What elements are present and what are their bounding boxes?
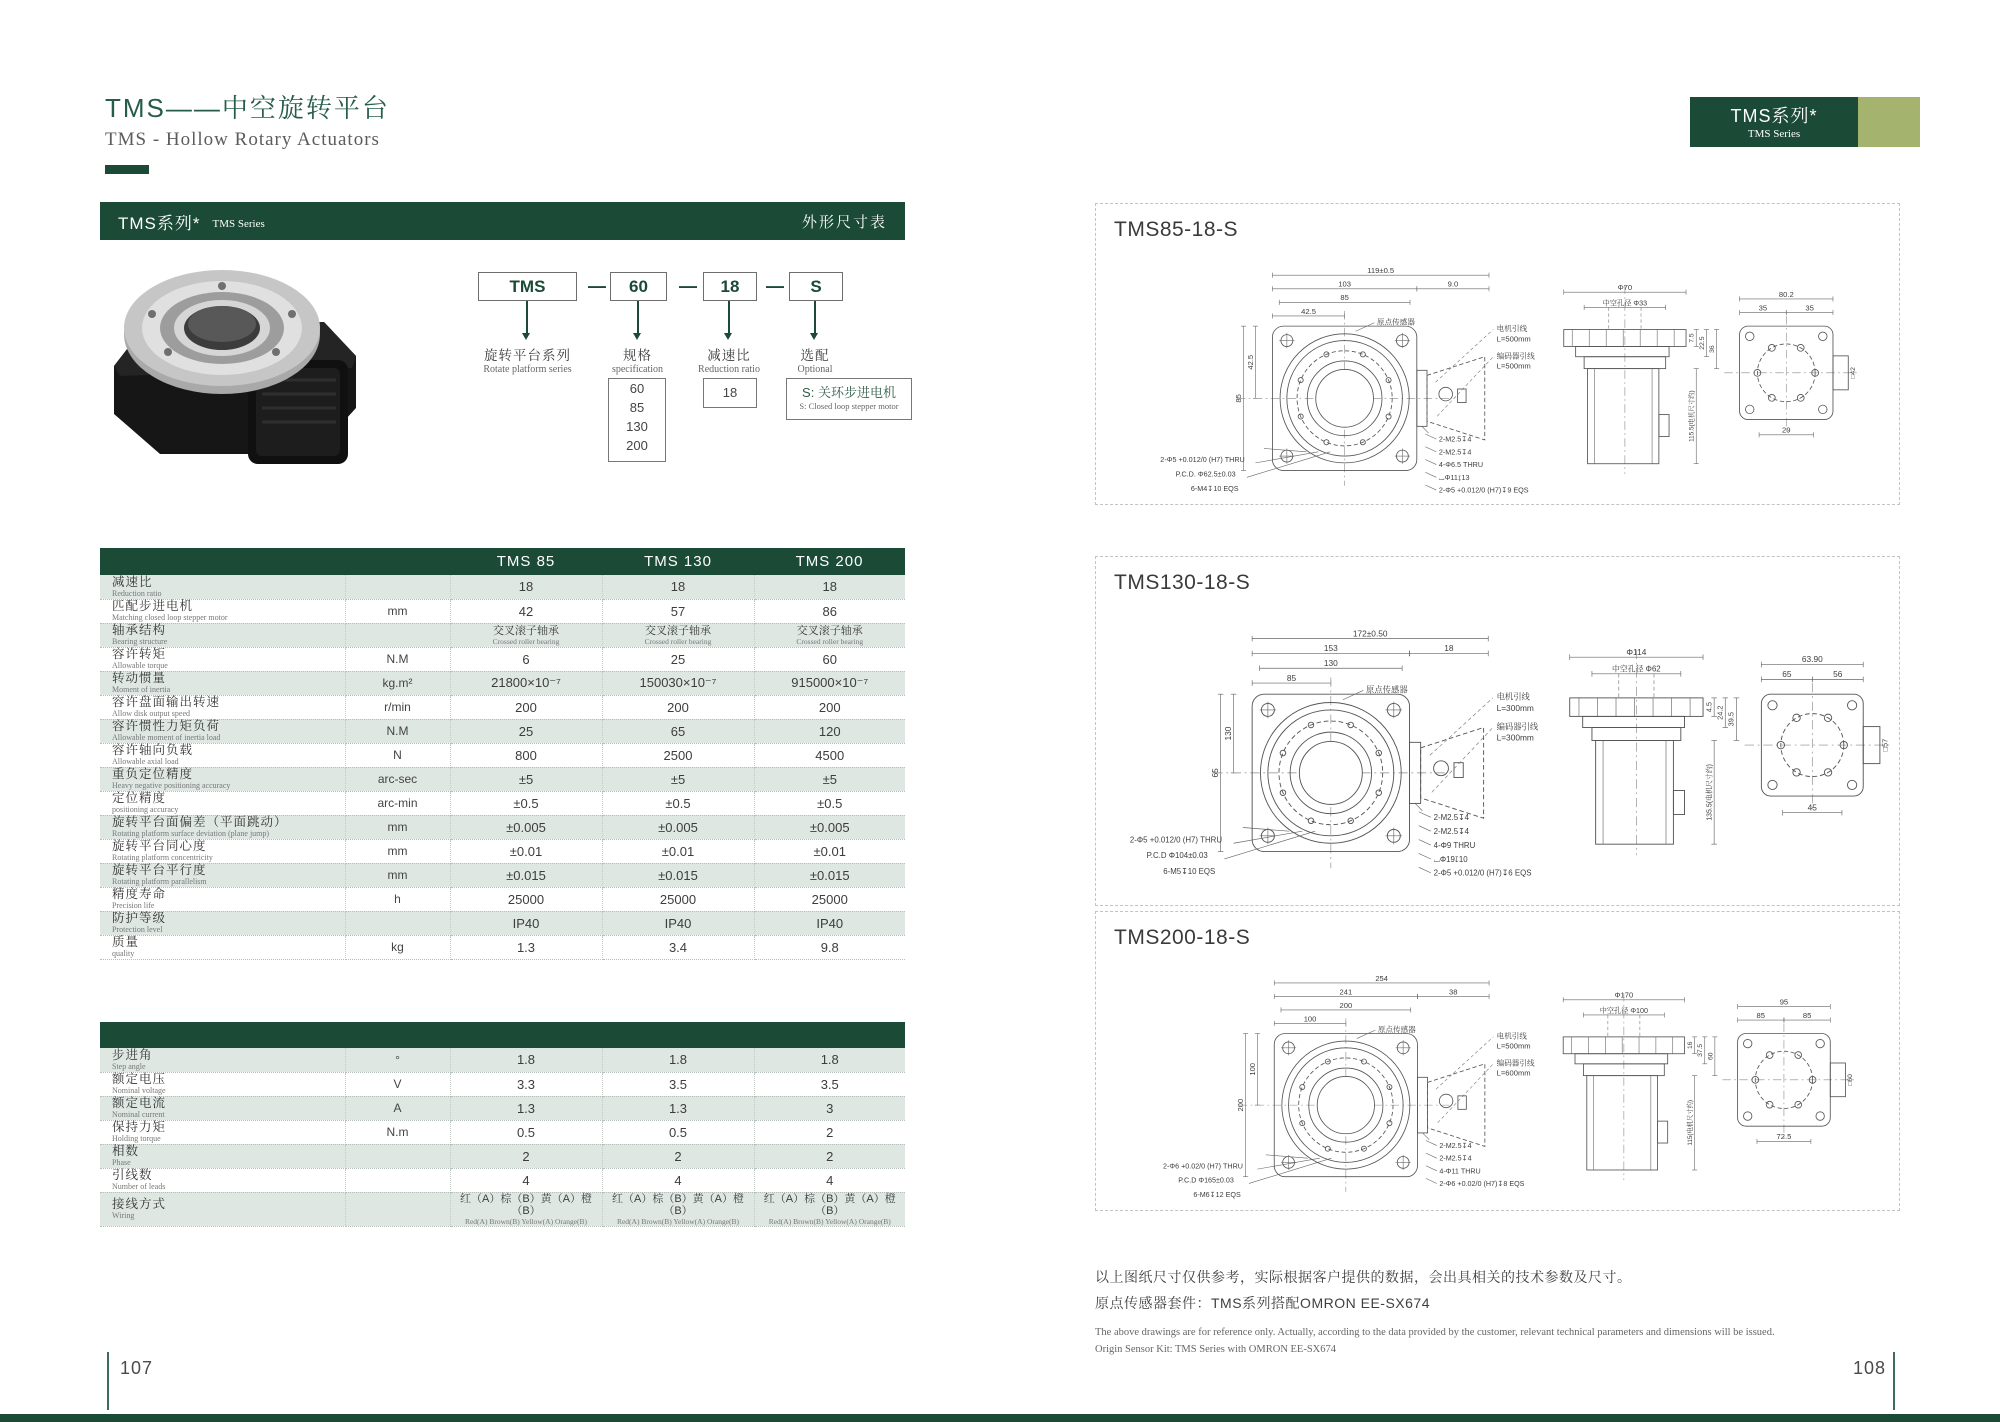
row-value: 120 xyxy=(754,719,905,743)
table-row xyxy=(100,935,905,959)
section-header-bar xyxy=(100,202,905,240)
row-unit xyxy=(345,911,450,935)
row-label: 旋转平台面偏差（平面跳动） Rotating platform surface deviation (plane jump) xyxy=(100,815,345,839)
spec-table xyxy=(100,548,905,960)
dim-label: 119±0.5 xyxy=(1367,266,1395,276)
corner-series-tab xyxy=(1690,97,1858,147)
title-accent-bar xyxy=(105,165,149,174)
row-unit: mm xyxy=(345,599,450,623)
dim-label: 45 xyxy=(1807,802,1817,813)
callout-label: L=500mm xyxy=(1496,334,1531,344)
spec-header-empty xyxy=(100,548,450,575)
dim-label: 254 xyxy=(1375,973,1388,983)
row-value: 86 xyxy=(754,599,905,623)
dim-label: 100 xyxy=(1247,1062,1257,1076)
row-unit: mm xyxy=(345,863,450,887)
page-title: TMS——中空旋转平台 xyxy=(105,93,390,123)
row-label: 容许轴向负载 Allowable axial load xyxy=(100,743,345,767)
row-unit: mm xyxy=(345,815,450,839)
table-row xyxy=(100,887,905,911)
note-en-1: The above drawings are for reference only. Actually, according to the data provided by the customer, relevant technical parameters and dimensions will be issued. xyxy=(1095,1327,1775,1338)
model-dash: — xyxy=(588,276,606,296)
dim-label: 65 xyxy=(1782,669,1792,680)
dim-label: □57 xyxy=(1880,738,1890,752)
row-value: 2 xyxy=(450,1144,602,1168)
technical-drawing-tms85 xyxy=(1104,248,1891,496)
motor-table-header xyxy=(100,1022,905,1048)
row-value: 42 xyxy=(450,599,602,623)
row-label: 精度寿命 Precision life xyxy=(100,887,345,911)
callout-label: 原点传感器 xyxy=(1376,317,1416,327)
row-value: 交叉滚子轴承 Crossed roller bearing xyxy=(602,623,754,647)
row-label: 匹配步进电机 Matching closed loop stepper motor xyxy=(100,599,345,623)
row-unit xyxy=(345,575,450,599)
row-label: 旋转平台同心度 Rotating platform concentricity xyxy=(100,839,345,863)
model-dash: — xyxy=(766,276,784,296)
callout-label: 4-Φ11 THRU xyxy=(1439,1167,1481,1176)
row-value: ±0.005 xyxy=(602,815,754,839)
row-value: 200 xyxy=(754,695,905,719)
callout-label: 2-M2.5↧4 xyxy=(1439,1142,1472,1151)
spec-option: 200 xyxy=(626,438,648,453)
row-unit: r/min xyxy=(345,695,450,719)
callout-label: 编码器引线 xyxy=(1496,1058,1535,1068)
spec-column-header: TMS 85 xyxy=(450,548,602,575)
ratio-options-box: 18 xyxy=(703,378,757,408)
arrow-head-icon xyxy=(724,333,732,340)
row-value: ±0.005 xyxy=(754,815,905,839)
table-row xyxy=(100,1096,905,1120)
dim-label: 中空孔径 Φ100 xyxy=(1599,1006,1649,1015)
row-value: 18 xyxy=(754,575,905,599)
row-label: 转动惯量 Moment of inertia xyxy=(100,671,345,695)
spec-table-header xyxy=(100,548,905,575)
callout-label: P.C.D Φ104±0.03 xyxy=(1146,851,1208,861)
note-zh-1: 以上图纸尺寸仅供参考，实际根据客户提供的数据，会出具相关的技术参数及尺寸。 xyxy=(1095,1269,1632,1285)
callout-label: 6-M6↧12 EQS xyxy=(1193,1190,1241,1199)
dim-label: 172±0.50 xyxy=(1352,628,1388,639)
group-label-ratio: 减速比 Reduction ratio xyxy=(698,348,760,375)
dim-label: 39.5 xyxy=(1726,711,1736,727)
section-dimension-label: 外形尺寸表 xyxy=(801,213,887,231)
row-label: 减速比 Reduction ratio xyxy=(100,575,345,599)
callout-label: 编码器引线 xyxy=(1496,351,1535,361)
row-value: 200 xyxy=(450,695,602,719)
dim-label: 60 xyxy=(1707,1052,1715,1060)
callout-label: 电机引线 xyxy=(1496,324,1528,334)
row-value: ±0.5 xyxy=(754,791,905,815)
callout-label: 2-Φ6 +0.02/0 (H7) THRU xyxy=(1163,1162,1243,1171)
dim-label: Φ70 xyxy=(1617,283,1633,293)
dim-label: 135.5(电机尺寸约) xyxy=(1706,763,1714,821)
callout-label: 2-Φ5 +0.012/0 (H7) THRU xyxy=(1160,455,1245,465)
row-value: 3 xyxy=(754,1096,905,1120)
dim-label: 103 xyxy=(1338,279,1351,289)
callout-label: 4-Φ6.5 THRU xyxy=(1438,460,1484,470)
row-value: 65 xyxy=(602,719,754,743)
dim-label: 153 xyxy=(1323,643,1338,654)
dim-label: □42 xyxy=(1850,367,1858,379)
section-series-en: TMS Series xyxy=(212,217,265,230)
row-value: 3.3 xyxy=(450,1072,602,1096)
model-box-ratio: 18 xyxy=(703,272,757,301)
dim-label: 130 xyxy=(1222,726,1233,741)
panel-tms85 xyxy=(1095,203,1900,505)
table-row xyxy=(100,839,905,863)
row-value: ±0.005 xyxy=(450,815,602,839)
dim-label: 35 xyxy=(1758,303,1768,313)
table-row xyxy=(100,1144,905,1168)
row-unit: N.M xyxy=(345,647,450,671)
dim-label: 42.5 xyxy=(1301,306,1316,316)
row-unit: N xyxy=(345,743,450,767)
callout-label: 2-Φ6 +0.02/0 (H7)↧8 EQS xyxy=(1439,1179,1525,1188)
spec-option: 85 xyxy=(629,400,645,415)
row-unit xyxy=(345,623,450,647)
callout-label: 6-M5↧10 EQS xyxy=(1163,866,1216,876)
row-value: 0.5 xyxy=(602,1120,754,1144)
table-row xyxy=(100,815,905,839)
row-value: 4 xyxy=(602,1168,754,1192)
row-value: 25000 xyxy=(602,887,754,911)
table-row xyxy=(100,671,905,695)
dim-label: 16 xyxy=(1687,1041,1695,1050)
dim-label: 65 xyxy=(1209,768,1220,778)
row-value: 2500 xyxy=(602,743,754,767)
model-dash: — xyxy=(679,276,697,296)
row-value: 交叉滚子轴承 Crossed roller bearing xyxy=(754,623,905,647)
arrow xyxy=(814,301,816,333)
panel-tms200 xyxy=(1095,911,1900,1211)
row-label: 保持力矩 Holding torque xyxy=(100,1120,345,1144)
row-value: IP40 xyxy=(602,911,754,935)
note-zh-2: 原点传感器套件：TMS系列搭配OMRON EE-SX674 xyxy=(1095,1295,1430,1311)
row-label: 额定电流 Nominal current xyxy=(100,1096,345,1120)
row-value: 4500 xyxy=(754,743,905,767)
row-label: 旋转平台平行度 Rotating platform parallelism xyxy=(100,863,345,887)
row-unit: mm xyxy=(345,839,450,863)
table-row xyxy=(100,1192,905,1226)
page-subtitle: TMS - Hollow Rotary Actuators xyxy=(105,129,380,150)
row-value: 红（A）棕（B）黄（A）橙（B） Red(A) Brown(B) Yellow(A) Orange(B) xyxy=(450,1192,602,1226)
dim-label: 115(电机尺寸约) xyxy=(1687,1099,1695,1146)
row-value: 红（A）棕（B）黄（A）橙（B） Red(A) Brown(B) Yellow(A) Orange(B) xyxy=(754,1192,905,1226)
callout-label: 2-Φ5 +0.012/0 (H7)↧9 EQS xyxy=(1438,485,1529,495)
row-unit: arc-min xyxy=(345,791,450,815)
row-value: 3.5 xyxy=(602,1072,754,1096)
corner-tab-zh: TMS系列* xyxy=(1730,106,1818,126)
row-label: 定位精度 positioning accuracy xyxy=(100,791,345,815)
row-value: ±5 xyxy=(602,767,754,791)
dim-label: 4.5 xyxy=(1704,702,1714,713)
row-label: 引线数 Number of leads xyxy=(100,1168,345,1192)
row-value: 25 xyxy=(450,719,602,743)
row-value: ±5 xyxy=(450,767,602,791)
row-value: ±0.015 xyxy=(602,863,754,887)
dim-label: 115.5(电机尺寸约) xyxy=(1688,390,1696,442)
row-value: 25 xyxy=(602,647,754,671)
row-unit: A xyxy=(345,1096,450,1120)
callout-label: 原点传感器 xyxy=(1377,1024,1416,1034)
dim-label: Φ170 xyxy=(1614,990,1634,1000)
table-row xyxy=(100,1120,905,1144)
row-label: 容许惯性力矩负荷 Allowable moment of inertia load xyxy=(100,719,345,743)
technical-drawing-tms200 xyxy=(1104,956,1891,1202)
technical-drawing-tms130 xyxy=(1104,609,1891,897)
row-unit: arc-sec xyxy=(345,767,450,791)
row-unit: h xyxy=(345,887,450,911)
dim-label: 63.90 xyxy=(1801,654,1823,665)
row-value: ±0.01 xyxy=(450,839,602,863)
arrow xyxy=(526,301,528,333)
dim-label: 37.5 xyxy=(1697,1043,1705,1057)
row-value: 3.5 xyxy=(754,1072,905,1096)
row-value: 18 xyxy=(602,575,754,599)
dim-label: 200 xyxy=(1236,1098,1246,1112)
dim-label: 241 xyxy=(1339,987,1353,997)
section-series-zh: TMS系列* xyxy=(118,213,201,233)
group-label-spec: 规格 specification xyxy=(611,348,664,375)
arrow xyxy=(728,301,730,333)
panel-title: TMS85-18-S xyxy=(1114,218,1239,241)
row-label: 接线方式 Wiring xyxy=(100,1192,345,1226)
pageno-rule-right xyxy=(1893,1352,1895,1410)
row-value: IP40 xyxy=(450,911,602,935)
callout-label: P.C.D. Φ62.5±0.03 xyxy=(1175,469,1236,479)
row-value: ±0.015 xyxy=(754,863,905,887)
dim-label: 200 xyxy=(1339,1000,1353,1010)
callout-label: ⌴Φ19↧10 xyxy=(1433,854,1468,864)
dim-label: 9.0 xyxy=(1447,279,1459,289)
note-en-2: Origin Sensor Kit: TMS Series with OMRON EE-SX674 xyxy=(1095,1344,1337,1355)
product-photo xyxy=(100,248,372,476)
row-value: 0.5 xyxy=(450,1120,602,1144)
row-label: 容许盘面输出转速 Allow disk output speed xyxy=(100,695,345,719)
table-row xyxy=(100,743,905,767)
group-label-series: 旋转平台系列 Rotate platform series xyxy=(483,348,572,375)
model-box-series: TMS xyxy=(478,272,577,301)
page-number-left: 107 xyxy=(120,1358,154,1378)
dim-label: 38 xyxy=(1449,987,1458,997)
callout-label: P.C.D Φ165±0.03 xyxy=(1178,1176,1234,1185)
dim-label: 72.5 xyxy=(1776,1132,1792,1142)
corner-tab-en: TMS Series xyxy=(1747,128,1801,140)
row-label: 重负定位精度 Heavy negative positioning accuracy xyxy=(100,767,345,791)
arrow xyxy=(637,301,639,333)
row-value: 4 xyxy=(450,1168,602,1192)
arrow-head-icon xyxy=(810,333,818,340)
row-value: 60 xyxy=(754,647,905,671)
dim-label: 24.2 xyxy=(1715,705,1725,720)
table-row xyxy=(100,575,905,599)
panel-title: TMS130-18-S xyxy=(1114,571,1251,594)
row-value: 1.8 xyxy=(450,1048,602,1072)
row-value: 3.4 xyxy=(602,935,754,959)
row-value: 红（A）棕（B）黄（A）橙（B） Red(A) Brown(B) Yellow(A) Orange(B) xyxy=(602,1192,754,1226)
callout-label: ⌴Φ11↧13 xyxy=(1438,472,1470,482)
row-value: 2 xyxy=(754,1144,905,1168)
dim-label: Φ114 xyxy=(1626,646,1647,657)
dim-label: 130 xyxy=(1323,657,1338,668)
dim-label: 85 xyxy=(1286,672,1297,683)
callout-label: 2-M2.5↧4 xyxy=(1433,813,1470,823)
bottom-accent-bar xyxy=(0,1414,2000,1422)
row-value: ±0.01 xyxy=(602,839,754,863)
corner-olive-block xyxy=(1858,97,1920,147)
table-row xyxy=(100,623,905,647)
dim-label: 35 xyxy=(1805,303,1814,313)
row-unit: N.M xyxy=(345,719,450,743)
callout-label: 编码器引线 xyxy=(1496,721,1539,732)
pageno-rule-left xyxy=(107,1352,109,1410)
page-title-block xyxy=(105,88,390,174)
spec-column-header: TMS 130 xyxy=(602,548,754,575)
row-unit xyxy=(345,1144,450,1168)
table-row xyxy=(100,1168,905,1192)
row-label: 容许转矩 Allowable torque xyxy=(100,647,345,671)
footer-notes xyxy=(1095,1264,1905,1358)
row-value: 6 xyxy=(450,647,602,671)
dim-label: 85 xyxy=(1802,1010,1812,1020)
dim-label: 29 xyxy=(1782,425,1791,435)
panel-tms130 xyxy=(1095,556,1900,906)
dim-label: 85 xyxy=(1340,293,1349,303)
row-value: 1.3 xyxy=(450,935,602,959)
row-value: IP40 xyxy=(754,911,905,935)
row-unit: N.m xyxy=(345,1120,450,1144)
table-row xyxy=(100,719,905,743)
row-unit: kg xyxy=(345,935,450,959)
arrow-head-icon xyxy=(522,333,530,340)
callout-label: 6-M4↧10 EQS xyxy=(1190,483,1239,493)
spec-column-header: TMS 200 xyxy=(754,548,905,575)
table-row xyxy=(100,647,905,671)
dim-label: 95 xyxy=(1779,997,1789,1007)
row-value: ±5 xyxy=(754,767,905,791)
callout-label: L=300mm xyxy=(1496,702,1534,713)
row-label: 额定电压 Nominal voltage xyxy=(100,1072,345,1096)
row-value: ±0.01 xyxy=(754,839,905,863)
table-row xyxy=(100,1048,905,1072)
spec-options-box xyxy=(608,378,666,462)
dim-label: 22.5 xyxy=(1698,336,1706,350)
row-value: 200 xyxy=(602,695,754,719)
callout-label: 2-M2.5↧4 xyxy=(1438,447,1472,457)
dim-label: 7.5 xyxy=(1688,333,1696,343)
callout-label: L=300mm xyxy=(1496,732,1534,743)
dim-label: 80.2 xyxy=(1778,289,1794,299)
model-box-option: S xyxy=(789,272,843,301)
row-value: 9.8 xyxy=(754,935,905,959)
row-value: 2 xyxy=(602,1144,754,1168)
page-number-right: 108 xyxy=(1852,1358,1886,1378)
row-value: 25000 xyxy=(754,887,905,911)
callout-label: 电机引线 xyxy=(1496,691,1530,702)
dim-label: 85 xyxy=(1234,394,1244,403)
row-label: 步进角 Step angle xyxy=(100,1048,345,1072)
arrow-head-icon xyxy=(633,333,641,340)
row-value: 2 xyxy=(754,1120,905,1144)
callout-label: 2-M2.5↧4 xyxy=(1438,434,1472,444)
row-value: 915000×10⁻⁷ xyxy=(754,671,905,695)
row-value: 800 xyxy=(450,743,602,767)
dim-label: 100 xyxy=(1303,1014,1317,1024)
row-label: 质量 quality xyxy=(100,935,345,959)
dim-label: 18 xyxy=(1444,643,1454,654)
callout-label: L=500mm xyxy=(1496,361,1531,371)
spec-option: 60 xyxy=(629,381,645,396)
row-value: ±0.015 xyxy=(450,863,602,887)
callout-label: 原点传感器 xyxy=(1366,684,1408,695)
table-row xyxy=(100,863,905,887)
dim-label: 36 xyxy=(1709,345,1717,353)
panel-title: TMS200-18-S xyxy=(1114,926,1251,949)
row-value: 21800×10⁻⁷ xyxy=(450,671,602,695)
row-unit xyxy=(345,1168,450,1192)
row-unit: ° xyxy=(345,1048,450,1072)
callout-label: 2-M2.5↧4 xyxy=(1433,826,1470,836)
dim-label: 56 xyxy=(1833,669,1843,680)
row-label: 轴承结构 Bearing structure xyxy=(100,623,345,647)
optional-box: S: 关环步进电机 S: Closed loop stepper motor xyxy=(786,378,912,420)
dim-label: 中空孔径 Φ62 xyxy=(1612,664,1661,674)
row-value: 1.3 xyxy=(602,1096,754,1120)
table-row xyxy=(100,767,905,791)
dim-label: 85 xyxy=(1756,1010,1765,1020)
row-value: 150030×10⁻⁷ xyxy=(602,671,754,695)
row-value: 57 xyxy=(602,599,754,623)
dim-label: □60 xyxy=(1847,1074,1855,1086)
row-value: 交叉滚子轴承 Crossed roller bearing xyxy=(450,623,602,647)
dim-label: 42.5 xyxy=(1245,354,1255,370)
table-row xyxy=(100,911,905,935)
callout-label: 2-M2.5↧4 xyxy=(1439,1154,1472,1163)
callout-label: L=600mm xyxy=(1496,1068,1531,1078)
motor-table xyxy=(100,1022,905,1227)
row-value: 4 xyxy=(754,1168,905,1192)
row-unit: kg.m² xyxy=(345,671,450,695)
callout-label: L=500mm xyxy=(1496,1041,1531,1051)
dim-label: 中空孔径 Φ33 xyxy=(1602,298,1648,308)
row-value: 18 xyxy=(450,575,602,599)
callout-label: 电机引线 xyxy=(1496,1031,1527,1041)
model-box-spec: 60 xyxy=(610,272,667,301)
row-value: 25000 xyxy=(450,887,602,911)
group-label-option: 选配 Optional xyxy=(797,348,833,375)
row-label: 防护等级 Protection level xyxy=(100,911,345,935)
table-row xyxy=(100,599,905,623)
callout-label: 2-Φ5 +0.012/0 (H7) THRU xyxy=(1129,835,1223,845)
row-value: ±0.5 xyxy=(602,791,754,815)
callout-label: 4-Φ9 THRU xyxy=(1433,840,1476,850)
table-row xyxy=(100,1072,905,1096)
spec-option: 130 xyxy=(626,419,648,434)
table-row xyxy=(100,695,905,719)
callout-label: 2-Φ5 +0.012/0 (H7)↧6 EQS xyxy=(1433,868,1532,878)
row-value: 1.3 xyxy=(450,1096,602,1120)
row-value: ±0.5 xyxy=(450,791,602,815)
row-unit: V xyxy=(345,1072,450,1096)
row-label: 相数 Phase xyxy=(100,1144,345,1168)
row-value: 1.8 xyxy=(602,1048,754,1072)
row-unit xyxy=(345,1192,450,1226)
table-row xyxy=(100,791,905,815)
row-value: 1.8 xyxy=(754,1048,905,1072)
